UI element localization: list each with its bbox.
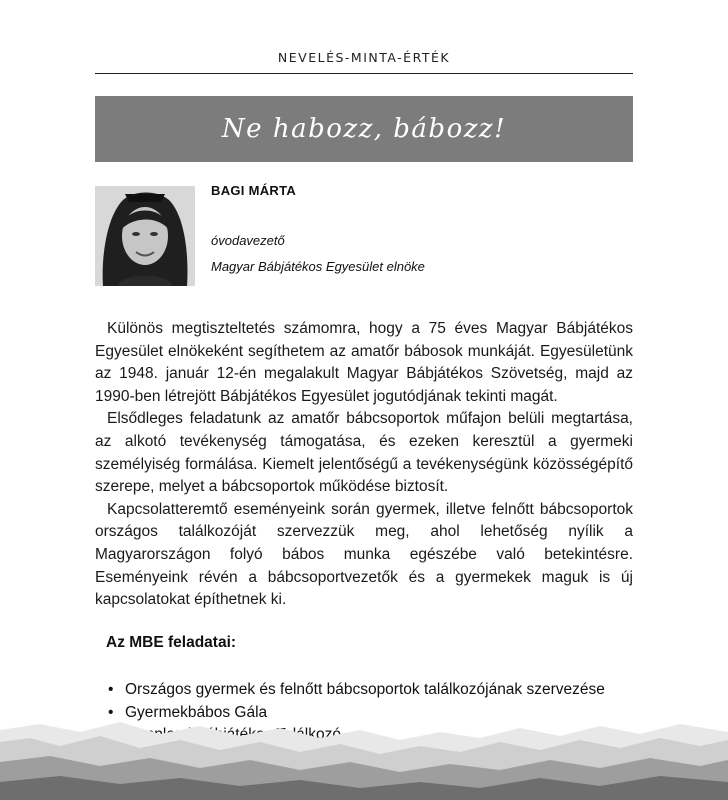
article-title: Ne habozz, bábozz!	[221, 114, 507, 144]
paragraph: Elsődleges feladatunk az amatőr bábcsoportok műfajon belüli megtartása, az alkotó tevékenység támogatása, és ezeken keresztül a gyermeki személyiség formálása. Kiemelt jelentőségű a tevékenységünk közösségépítő szerepe, melyet a bábcsoportok működése biztosít.	[95, 410, 633, 496]
running-head: NEVELÉS-MINTA-ÉRTÉK	[277, 50, 451, 65]
article-body	[95, 318, 633, 612]
list-item: • Országos gyermek és felnőtt bábcsoportok találkozójának szervezése	[106, 679, 646, 702]
author-name: BAGI MÁRTA	[211, 183, 297, 198]
torn-paper-edge	[0, 712, 728, 800]
tasks-heading: Az MBE feladatai:	[106, 634, 237, 651]
author-portrait	[95, 186, 195, 286]
paragraph: Különös megtiszteltetés számomra, hogy a 75 éves Magyar Bábjátékos Egyesület elnökeként segíthetem az amatőr bábosok munkáját. Egyesületünk az 1948. január 12-én megalakult Magyar Bábjátékos Szövetség, majd az 1990-ben létrejött Bábjátékos Egyesület jogutódjának tekinti magát.	[95, 320, 633, 405]
list-item: • Gyermekbábos Gála	[106, 702, 646, 725]
author-photo	[95, 186, 195, 286]
title-banner	[95, 96, 633, 162]
paragraph: Kapcsolatteremtő eseményeink során gyermek, illetve felnőtt bábcsoportok országos találkozóját szervezzük meg, ahol lehetőség nyílik a Magyarországon folyó bábos munka egészébe való betekintésre. Eseményeink révén a bábcsoportvezetők és a gyermekek maguk is új kapcsolatokat építhetnek ki.	[95, 500, 633, 609]
author-organization: Magyar Bábjátékos Egyesület elnöke	[211, 259, 425, 274]
author-role: óvodavezető	[211, 233, 285, 248]
header-rule	[95, 73, 633, 74]
